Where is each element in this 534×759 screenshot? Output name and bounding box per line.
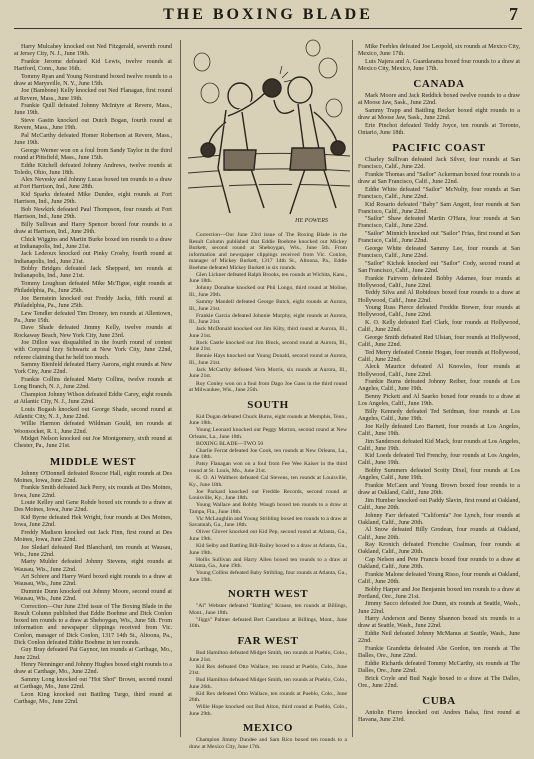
result-item: Johnny O'Donnell defeated Roscoe Hall, eight rounds at Des Moines, Iowa, June 22nd. (14, 470, 172, 484)
results-list (14, 44, 172, 451)
header-rule (14, 28, 522, 29)
result-item: Patsy Flanagan won on a foul from Fee Wee Kaiser in the third round at St. Louis, Mo., June 21st. (189, 461, 347, 474)
result-item: Kid Rex defeated Otto Wallace, ten rounds at Pueblo, Colo., June 26th. (189, 690, 347, 704)
result-item: Joe Bernstein knocked out Freddy Jacks, fifth round at Philadelphia, Pa., June 25th. (14, 295, 172, 309)
result-item: Freddy Madison knocked out Jack Finn, first round at Des Moines, Iowa, June 22nd. (14, 529, 172, 543)
section-canada (358, 78, 520, 137)
result-item: Steve Gastin knocked out Dutch Bogan, fourth round at Revere, Mass., June 19th. (14, 118, 172, 132)
result-item: Frankie McCann and Young Brown boxed four rounds to a draw at Oakland, Calif., June 20th. (358, 482, 520, 497)
result-item: Antolin Fierro knocked out Andres Balsa, first round at Havana, June 23rd. (358, 709, 520, 723)
result-item: Frankie Thomas and "Sailor" Ackerman boxed four rounds to a draw at San Francisco, Calif., June 22nd. (358, 171, 520, 186)
result-item: Sammy Bienfeld defeated Harry Aarons, eight rounds at New York City, June 22nd. (14, 362, 172, 376)
result-item: Frankie Fairvom defeated Bobby Adamee, four rounds at Hollywood, Calif., June 22nd. (358, 275, 520, 289)
column-divider (352, 40, 353, 737)
result-item: Harry Mulcahey knocked out Ned Fitzgerald, seventh round at Jersey City, N. J., June 19th. (14, 44, 172, 58)
result-item: Sammy Trapp and Battling Becker boxed eight rounds to a draw at Moose Jaw, Sask., June 22nd. (358, 107, 520, 122)
result-item: Jim Sanderson defeated Kid Mack, four rounds at Los Angeles, Calif., June 19th. (358, 438, 520, 452)
result-item: Eddie Neil defeated Johnny McManus at Seattle, Wash., June 22nd. (358, 631, 520, 645)
result-item: Charley Sullivan defeated Jack Silver, four rounds at San Francisco, Calif., June 22d. (358, 157, 520, 171)
result-item: Young Leonard knocked out Peggy Morton, second round at New Orleans, La., June 18th. (189, 427, 347, 440)
result-item: Ray Kronich defeated Frenchie Coalman, four rounds at Oakland, Calif., June 20th. (358, 542, 520, 556)
result-item: "Sailor" Shaw defeated Martin O'Hara, four rounds at San Francisco, Calif., June 22nd. (358, 216, 520, 230)
result-item: Frankie Smith defeated Jack Perry, six rounds at Des Moines, Iowa, June 22nd. (14, 485, 172, 499)
result-item: Young Russ Pierce defeated Freddie Brewer, four rounds at Hollywood, Calif., June 22nd. (358, 305, 520, 319)
result-item: Correction—Our June 23rd issue of The Boxing Blade in the Result Column published that Eddie Boehme knocked out Mickey Burkett, second round at Sheboygan, Wis., June 5th. From information and newspaper clippings received from Vic. Conlon, manager of Mickey Burkett, 1317 14th St., Altoona, Pa., Eddie Boehme defeated Mickey Burkett in six rounds. (189, 232, 347, 271)
section-pacific-coast (358, 142, 520, 690)
result-item: Benny Pickett and Al Saarko boxed four rounds to a draw at Los Angeles, Calif., June 19th. (358, 394, 520, 408)
result-item: Bobby Summers defeated Scotty Dixel, four rounds at Los Angeles, Calif., June 19th. (358, 468, 520, 482)
result-item: "Sailor" Minnich knocked out "Sailor" Frias, first round at San Francisco, Calif., June 22nd. (358, 231, 520, 245)
result-item: Kid Loeds defeated Ted Frenchy, four rounds at Los Angeles, Calif., June 19th. (358, 453, 520, 467)
result-item: Henry Nenninger and Johnny Hughes boxed eight rounds to a draw at Carthage, Mo., June 22nd. (14, 662, 172, 676)
result-item: Roy Conley won on a foul from Dago Joe Gans in the third round at Milwaukee, Wis., June 25th. (189, 380, 347, 394)
result-item: Willie Hope knocked out Bud Alton, third round at Pueblo, Colo., June 29th. (189, 704, 347, 717)
result-item: Bennie Hays knocked out Young Donald, second round at Aurora, Ill., June 21st. (189, 353, 347, 366)
result-item: Mike Feebles defeated Joe Leopold, six rounds at Mexico City, Mexico, June 17th. (358, 44, 520, 58)
result-item: Lew Tendler defeated Tim Droney, ten rounds at Allentown, Pa., June 15th. (14, 310, 172, 324)
result-item: Frankie Collins defeated Marty Collins, twelve rounds at Long Branch, N. J., June 22nd. (14, 377, 172, 391)
result-item: Jack McDonald knocked out Jim Kilty, third round at Aurora, Ill., June 21st. (189, 326, 347, 339)
result-item: Aleck Maurice defeated Al Knowles, four rounds at Hollywood, Calif., June 22nd. (358, 364, 520, 378)
section-heading: CANADA (413, 78, 465, 91)
section-south (189, 399, 347, 584)
result-item: Louis Bogash knocked out George Shade, second round at Atlantic City, N. J., June 22nd. (14, 406, 172, 420)
section-north-west (189, 588, 347, 630)
result-item: Sammy Long knocked out "Hot Shot" Brown, second round at Carthage, Mo., June 22nd. (14, 676, 172, 691)
result-item: Kid Rosario defeated "Baby" Sam Angott, four rounds at San Francisco, Calif., June 22nd. (358, 201, 520, 215)
section-cuba (358, 695, 520, 724)
section-heading: FAR WEST (237, 634, 299, 647)
column-right (358, 44, 520, 725)
result-item: George Smith defeated Red Ulsian, four rounds at Hollywood, Calif., June 22nd. (358, 334, 520, 348)
result-item: Alex Nevesky and Johnny Lucas boxed ten rounds to a draw at Fort Harrison, Ind., June 28th. (14, 177, 172, 191)
result-item: Ted Merry defeated Connie Hogan, four rounds at Hollywood, Calif., June 22nd. (358, 349, 520, 363)
result-item: Eddie Richards defeated Tommy McCarthy, six rounds at The Dalles, Ore., June 22nd. (358, 660, 520, 674)
result-item: Pal McCarthy defeated Homer Robertson at Revere, Mass., June 19th. (14, 132, 172, 147)
result-item: Oliver Glover knocked out Kid Pep, second round at Atlanta, Ga., June 19th. (189, 529, 347, 542)
section-heading: SOUTH (247, 398, 289, 411)
result-item: Joe Packard knocked out Freddie Records, second round at Louisville, Ky., June 18th. (189, 488, 347, 502)
result-item: Jack Ledeoux knocked out Pinky Crosby, fourth round at Indianapolis, Ind., June 21st. (14, 251, 172, 265)
result-item: Bobby Bridges defeated Jack Sheppard, ten rounds at Indianapolis, Ind., June 21st. (14, 266, 172, 280)
result-item: Young Wallace and Bobby Waugh boxed ten rounds to a draw at Tampa, Fla., June 18th. (189, 502, 347, 515)
result-item: Bud Hamilton defeated Midget Smith, ten rounds at Pueblo, Colo., June 21st. (189, 649, 347, 663)
result-item: George Werner won on a foul from Sandy Taylor in the third round at Pittsfield, Mass., June 15th. (14, 147, 172, 161)
result-item: Jim Humber knocked out Paddy Slavin, first round at Oakland, Calif., June 20th. (358, 497, 520, 511)
result-item: Louie Kelley and Gene Rohde boxed six rounds to a draw at Des Moines, Iowa, June 22nd. (14, 500, 172, 514)
result-item: Joe Sledarf defeated Red Blanchard, ten rounds at Wausau, Wis., June 22nd. (14, 544, 172, 558)
result-item: Billy Kennedy defeated Ted Seidman, four rounds at Los Angeles, Calif., June 19th. (358, 408, 520, 423)
column-center (189, 232, 347, 751)
result-item: Champion Jimmy Dundee and Sam Rico boxed ten rounds to a draw at Mexico City, June 17th. (189, 737, 347, 750)
result-item: K. O. Kelly defeated Earl Clark, four rounds at Hollywood, Calif., June 22nd. (358, 320, 520, 334)
result-item: Joe Dillon was disqualified in the fourth round of contest with Corporal Izzy Schwartz at New York City, June 22nd, referee claiming that he held too much. (14, 340, 172, 361)
page-number: 7 (509, 4, 518, 24)
result-item: Champion Johnny Wilson defeated Eddie Carey, eight rounds at Atlantic City, N. J., June 22nd. (14, 391, 172, 405)
result-item: Frankie Grandetta defeated Abe Gordon, ten rounds at The Dalles, Ore., June 22nd. (358, 645, 520, 660)
result-item: Bobby Harper and Joe Benjamin boxed ten rounds to a draw at Portland, Ore., June 21st. (358, 586, 520, 600)
section-middle-west (14, 456, 172, 707)
result-item: K. O. Al Walthers defeated Cal Stevens, ten rounds at Louisville, Ky., June 18th. (189, 475, 347, 488)
result-item: Billy Sullivan and Harry Spencer boxed four rounds to a draw at Harrison, Ind., June 29th. (14, 221, 172, 235)
result-item: Glen Lickner defeated Ralph Brooks, ten rounds at Wichita, Kans., June 18th. (189, 271, 347, 285)
result-item: Dave Shade defeated Jimmy Kelly, twelve rounds at Rockaway Beach, New York City, June 23rd. (14, 325, 172, 339)
section-far-west (189, 635, 347, 717)
column-divider (180, 40, 181, 737)
result-item: BOXING BLADE—TWO 50 (196, 440, 264, 447)
result-item: Eddie Kitchell defeated Johnny Andrews, twelve rounds at Toledo, Ohio, June 18th. (14, 162, 172, 176)
result-item: Rock Castle knocked out Jim Binck, second round at Aurora, Ill., June 21st. (189, 339, 347, 353)
result-item: "Jiggs" Palmer defeated Bert Castellano at Billings, Mont., June 16th. (189, 616, 347, 630)
result-item: Marty Mulder defeated Johnny Stevens, eight rounds at Wausau, Wis., June 22nd. (14, 559, 172, 573)
result-item: Frankie Jerome defeated Kid Lewis, twelve rounds at Hartford, Conn., June 16th. (14, 58, 172, 72)
results-list (358, 44, 520, 73)
result-item: Jimmy Sacco defeated Joe Dunn, six rounds at Seattle, Wash., June 22nd. (358, 601, 520, 615)
section-heading: CUBA (422, 694, 456, 707)
result-item: Sammy Mandell defeated George Butch, eight rounds at Aurora, Ill., June 21st. (189, 298, 347, 312)
result-item: Hollis Sullivan and Harry Allen boxed ten rounds to a draw at Atlanta, Ga., June 19th. (189, 556, 347, 570)
result-item: Luis Najera and A. Guardarama boxed four rounds to a draw at Mexico City, Mexico, June 17th. (358, 58, 520, 72)
result-item: Leon King knocked out Battling Turgo, third round at Carthage, Mo., June 22nd. (14, 691, 172, 705)
result-item: Midget Nelson knocked out Joe Montgomery, sixth round at Chester, Pa., June 21st. (14, 436, 172, 450)
section-mexico (189, 722, 347, 750)
result-item: George White defeated Sammy Lee, four rounds at San Francisco, Calif., June 22nd. (358, 245, 520, 260)
result-item: Frankie Malone defeated Young Risso, four rounds at Oakland, Calif., June 20th. (358, 571, 520, 585)
section-heading: PACIFIC COAST (392, 142, 486, 155)
result-item: Kid Dugan defeated Chuck Burns, eight rounds at Memphis, Tenn., June 18th. (189, 413, 347, 427)
result-item: Joe (Bambone) Kelly knocked out Ned Flanagan, first round at Revere, Mass., June 19th. (14, 88, 172, 102)
result-item: Brick Coyle and Bud Nagle boxed to a draw at The Dalles, Ore., June 22nd. (358, 675, 520, 689)
illustration-caption: HE POWERS (295, 218, 328, 224)
result-item: Bud Hamilton defeated Midget Smith, ten rounds at Pueblo, Colo., June 26th. (189, 677, 347, 690)
result-item: Cap Nelson and Pete Francis boxed four rounds to a draw at Oakland, Calif., June 20th. (358, 557, 520, 571)
result-item: Joe Kelly defeated Leo Barnett, four rounds at Los Angeles, Calif., June 19th. (358, 423, 520, 437)
result-item: Kid Byrne defeated Hek Wright, four rounds at Des Moines, Iowa, June 22nd. (14, 515, 172, 529)
result-item: Harry Anderson and Benny Shannon boxed six rounds to a draw at Seattle, Wash., June 22nd. (358, 616, 520, 630)
result-item: Johnny Donahue knocked out Phil Longo, third round at Moline, Ill., June 29th. (189, 285, 347, 298)
result-item: Mark Moore and Jack Reddick boxed twelve rounds to a draw at Moose Jaw, Sask., June 22nd. (358, 93, 520, 107)
results-list (189, 232, 347, 394)
result-item: Frankie Garcia defeated Johnnie Murphy, eight rounds at Aurora, Ill., June 21st. (189, 312, 347, 326)
result-item: Dummie Dunn knocked out Johnny Moore, second round at Wausau, Wis., June 22nd. (14, 589, 172, 603)
section-heading: MEXICO (242, 722, 294, 735)
result-item: Erie Pinchot defeated Teddy Joyce, ten rounds at Toronto, Ontario, June 18th. (358, 122, 520, 136)
result-item: Frankie Burns defeated Johnny Reiber, four rounds at Los Angeles, Calif., June 19th. (358, 379, 520, 393)
result-item: Johnny Farr defeated "California" Joe Lynch, four rounds at Oakland, Calif., June 20th. (358, 512, 520, 526)
column-left (14, 44, 172, 707)
result-item: Bob Newkirk defeated Paul Thompson, four rounds at Fort Harrison, Ind., June 29th. (14, 206, 172, 221)
result-item: Willie Harmon defeated Wildman Gould, ten rounds at Woonsocket, R. I., June 22nd. (14, 421, 172, 435)
result-item: Kid Sparks defeated Mike Dundee, eight rounds at Fort Harrison, Ind., June 29th. (14, 192, 172, 206)
result-item: Art Schiere and Harry Ward boxed eight rounds to a draw at Wausau, Wis., June 22nd. (14, 574, 172, 588)
result-item: Charlie Ferrat defeated Joe Cook, ten rounds at New Orleans, La., June 18th. (189, 447, 347, 461)
result-item: Correction—Our June 23rd issue of The Boxing Blade in the Result Column published that Eddie Boehme and Dick Conlon boxed ten rounds to a draw at Sheboygan, Wis., June 5th. From information and newspaper clippings received from Vic. Conlon, manager of Dick Conlon, 1317 14th St., Altoona, Pa., Dick Conlon defeated Eddie Boehme in ten rounds. (14, 603, 172, 646)
result-item: Kid Selby and Battling Bill-Bailey boxed to a draw at Atlanta, Ga., June 19th. (189, 543, 347, 556)
result-item: "Sailor" Kichok knocked out "Sailor" Cody, second round at San Francisco, Calif., June 22nd. (358, 260, 520, 274)
section-heading: NORTH WEST (227, 588, 309, 601)
boxing-illustration (188, 38, 350, 226)
result-item: Guy Bray defeated Pat Gaynor, ten rounds at Carthage, Mo., June 22nd. (14, 647, 172, 661)
result-item: Tommy Ryan and Young Norstrand boxed twelve rounds to a draw at Marysville, N. Y., June 15th. (14, 73, 172, 87)
result-item: "Al" Webster defeated "Battling" Krause, ten rounds at Billings, Mont., June 18th. (189, 603, 347, 616)
result-item: Al Snow defeated Billy Grodean, four rounds at Oakland, Calif., June 20th. (358, 527, 520, 541)
result-item: Kid Rex defeated Otto Wallace, ten round at Pueblo, Colo., June 21st. (189, 663, 347, 677)
result-item: Chick Wiggins and Martin Burke boxed ten rounds to a draw at Indianapolis, Ind., June 21st. (14, 236, 172, 250)
result-item: Tommy Loughran defeated Mike McTigue, eight rounds at Philadelphia, Pa., June 25th. (14, 281, 172, 295)
page-title: THE BOXING BLADE (163, 6, 373, 23)
result-item: Young Collins defeated Baby Stribling, four rounds at Atlanta, Ga., June 19th. (189, 570, 347, 583)
result-item: Eddie White defeated "Sailor" McNulty, four rounds at San Francisco, Calif., June 22nd. (358, 186, 520, 200)
page-header (14, 4, 522, 30)
result-item: Teddy Silva and Al Robidoux boxed four rounds to a draw at Hollywood, Calif., June 22nd. (358, 290, 520, 304)
section-heading: MIDDLE WEST (49, 455, 137, 468)
result-item: Vic McLaughlin and Young Stribling boxed ten rounds to a draw at Savannah, Ga., June 18th. (189, 515, 347, 529)
result-item: Jack McCarthy defeated Vern Morris, six rounds at Aurora, Ill., June 21st. (189, 366, 347, 380)
result-item: Frankie Quill defeated Johnny McIntyre at Revere, Mass., June 19th. (14, 103, 172, 117)
